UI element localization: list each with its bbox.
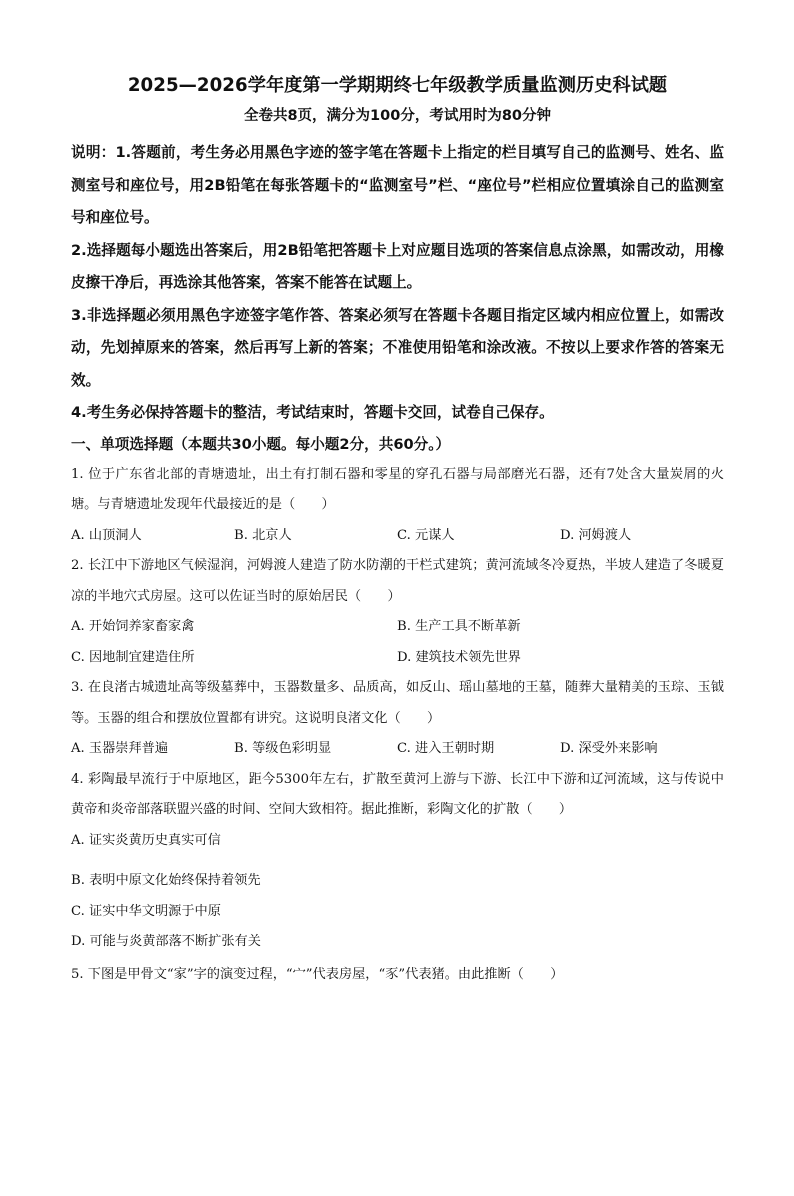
options-row xyxy=(71,643,724,674)
option-d: D. 深受外来影响 xyxy=(560,741,658,756)
question-stem: 4. 彩陶最早流行于中原地区，距今5300年左右，扩散至黄河上游与下游、长江中下游和辽河流域，这与传说中黄帝和炎帝部落联盟兴盛的时间、空间大致相符。据此推断，彩陶文化的扩散（ ） xyxy=(71,771,724,817)
option-d: D. 建筑技术领先世界 xyxy=(397,649,521,665)
instruction-1: 说明：1.答题前，考生务必用黑色字迹的签字笔在答题卡上指定的栏目填写自己的监测号、姓名、监测室号和座位号，用2B铅笔在每张答题卡的“监测室号”栏、“座位号”栏相应位置填涂自己的监测室号和座位号。 xyxy=(71,144,724,226)
question-3 xyxy=(71,673,724,765)
option-a: A. 证实炎黄历史真实可信 xyxy=(71,832,221,848)
option-b: B. 生产工具不断革新 xyxy=(397,619,521,634)
option-b: B. 北京人 xyxy=(234,527,292,543)
option-b: B. 等级色彩明显 xyxy=(234,741,332,756)
option-b: B. 表明中原文化始终保持着领先 xyxy=(71,873,261,888)
options-row xyxy=(71,734,724,765)
section-heading: 一、单项选择题（本题共30小题。每小题2分，共60分。） xyxy=(71,435,451,453)
option-c: C. 元谋人 xyxy=(397,527,455,543)
options-row xyxy=(71,521,724,552)
option-a: A. 山顶洞人 xyxy=(71,527,142,543)
option-d: D. 河姆渡人 xyxy=(560,527,632,543)
question-stem: 5. 下图是甲骨文“家”字的演变过程，“宀”代表房屋，“豕”代表猪。由此推断（ ） xyxy=(71,966,564,982)
exam-info: 全卷共8页，满分为100分，考试用时为80分钟 xyxy=(243,108,552,124)
options-row xyxy=(71,612,724,643)
exam-page xyxy=(0,73,794,1196)
question-1 xyxy=(71,460,724,552)
instruction-3: 3.非选择题必须用黑色字迹签字笔作答、答案必须写在答题卡各题目指定区域内相应位置上，如需改动，先划掉原来的答案，然后再写上新的答案；不准使用铅笔和涂改液。不按以上要求作答的答案无效。 xyxy=(71,306,724,389)
option-c: C. 证实中华文明源于中原 xyxy=(71,903,221,919)
option-c: C. 进入王朝时期 xyxy=(397,741,495,756)
option-a: A. 玉器崇拜普遍 xyxy=(71,741,169,756)
question-stem: 3. 在良渚古城遗址高等级墓葬中，玉器数量多、品质高，如反山、瑶山墓地的王墓，随葬大量精美的玉琮、玉钺等。玉器的组合和摆放位置都有讲究。这说明良渚文化（ ） xyxy=(71,680,724,726)
question-2 xyxy=(71,551,724,673)
question-stem: 1. 位于广东省北部的青塘遗址，出土有打制石器和零星的穿孔石器与局部磨光石器，还有7处含大量炭屑的火塘。与青塘遗址发现年代最接近的是（ ） xyxy=(71,466,724,512)
instruction-2: 2.选择题每小题选出答案后，用2B铅笔把答题卡上对应题目选项的答案信息点涂黑，如需改动，用橡皮擦干净后，再选涂其他答案，答案不能答在试题上。 xyxy=(71,241,724,291)
option-d: D. 可能与炎黄部落不断扩张有关 xyxy=(71,934,261,949)
instruction-4: 4.考生务必保持答题卡的整洁，考试结束时，答题卡交回，试卷自己保存。 xyxy=(71,404,554,421)
instructions xyxy=(71,137,724,430)
page-title: 2025—2026学年度第一学期期终七年级教学质量监测历史科试题 xyxy=(127,75,668,96)
question-5 xyxy=(71,960,724,991)
option-a: A. 开始饲养家畜家禽 xyxy=(71,619,195,634)
question-4 xyxy=(71,765,724,958)
option-c: C. 因地制宜建造住所 xyxy=(71,649,195,665)
question-stem: 2. 长江中下游地区气候湿润，河姆渡人建造了防水防潮的干栏式建筑；黄河流域冬冷夏热，半坡人建造了冬暖夏凉的半地穴式房屋。这可以佐证当时的原始居民（ ） xyxy=(71,558,724,604)
